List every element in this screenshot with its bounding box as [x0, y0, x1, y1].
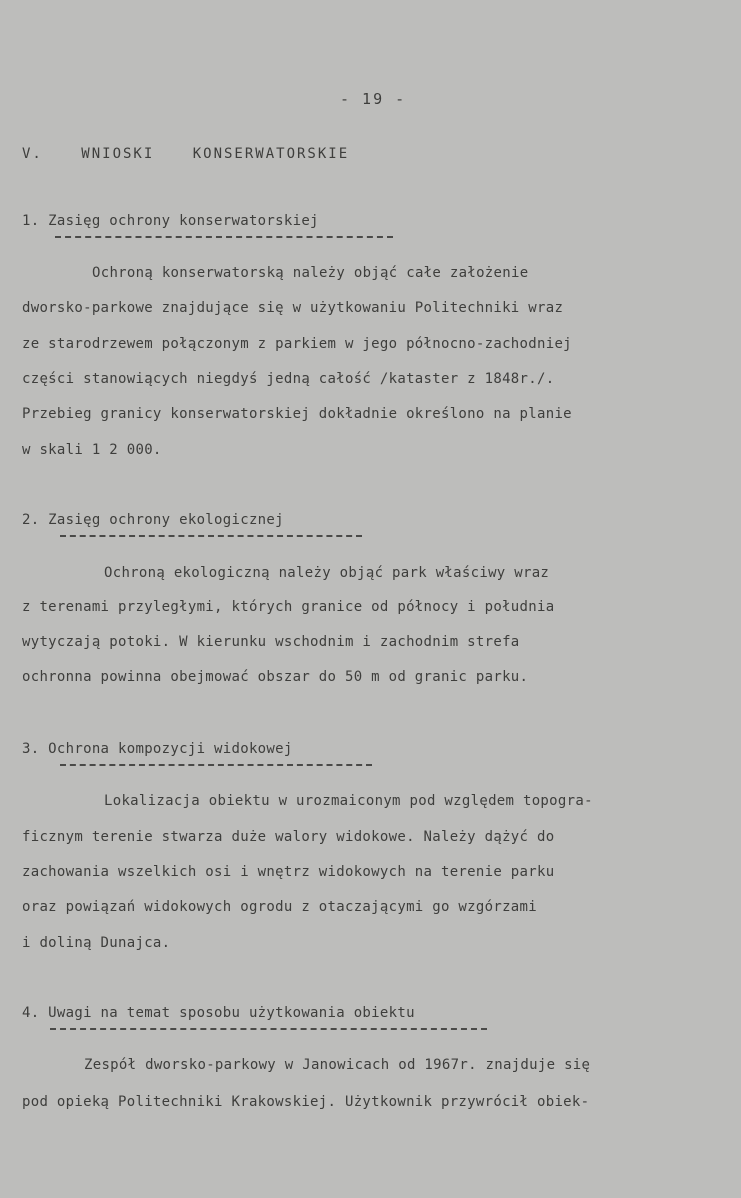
page-number: - 19 -: [340, 90, 407, 108]
section-1-line-3: ze starodrzewem połączonym z parkiem w jego północno-zachodniej: [22, 336, 572, 352]
section-2-line-4: ochronna powinna obejmować obszar do 50 m od granic parku.: [22, 669, 529, 685]
section-3-line-5: i doliną Dunajca.: [22, 935, 171, 951]
chapter-title: V. WNIOSKI KONSERWATORSKIE: [22, 146, 350, 162]
section-3-heading: 3. Ochrona kompozycji widokowej: [22, 741, 293, 757]
section-1-underline: [55, 236, 393, 238]
section-1-line-5: Przebieg granicy konserwatorskiej dokładnie określono na planie: [22, 406, 572, 422]
section-2-underline: [60, 535, 362, 537]
section-1-line-2: dworsko-parkowe znajdujące się w użytkowaniu Politechniki wraz: [22, 300, 564, 316]
section-3-underline: [60, 764, 372, 766]
section-1-line-4: części stanowiących niegdyś jedną całość /kataster z 1848r./.: [22, 371, 555, 387]
section-2-line-3: wytyczają potoki. W kierunku wschodnim i zachodnim strefa: [22, 634, 520, 650]
section-4-line-2: pod opieką Politechniki Krakowskiej. Użytkownik przywrócił obiek-: [22, 1094, 590, 1110]
section-2-line-1: Ochroną ekologiczną należy objąć park właściwy wraz: [104, 565, 550, 581]
section-4-line-1: Zespół dworsko-parkowy w Janowicach od 1967r. znajduje się: [84, 1057, 591, 1073]
section-2-line-2: z terenami przyległymi, których granice od północy i południa: [22, 599, 555, 615]
section-3-line-2: ficznym terenie stwarza duże walory widokowe. Należy dążyć do: [22, 829, 555, 845]
section-3-line-4: oraz powiązań widokowych ogrodu z otaczającymi go wzgórzami: [22, 899, 537, 915]
section-3-line-3: zachowania wszelkich osi i wnętrz widokowych na terenie parku: [22, 864, 555, 880]
section-2-heading: 2. Zasięg ochrony ekologicznej: [22, 512, 284, 528]
section-4-underline: [50, 1028, 487, 1030]
section-3-line-1: Lokalizacja obiektu w urozmaiconym pod względem topogra-: [104, 793, 593, 809]
section-1-line-1: Ochroną konserwatorską należy objąć całe założenie: [92, 265, 529, 281]
section-1-heading: 1. Zasięg ochrony konserwatorskiej: [22, 213, 319, 229]
section-1-line-6: w skali 1 2 000.: [22, 442, 162, 458]
section-4-heading: 4. Uwagi na temat sposobu użytkowania obiektu: [22, 1005, 415, 1021]
